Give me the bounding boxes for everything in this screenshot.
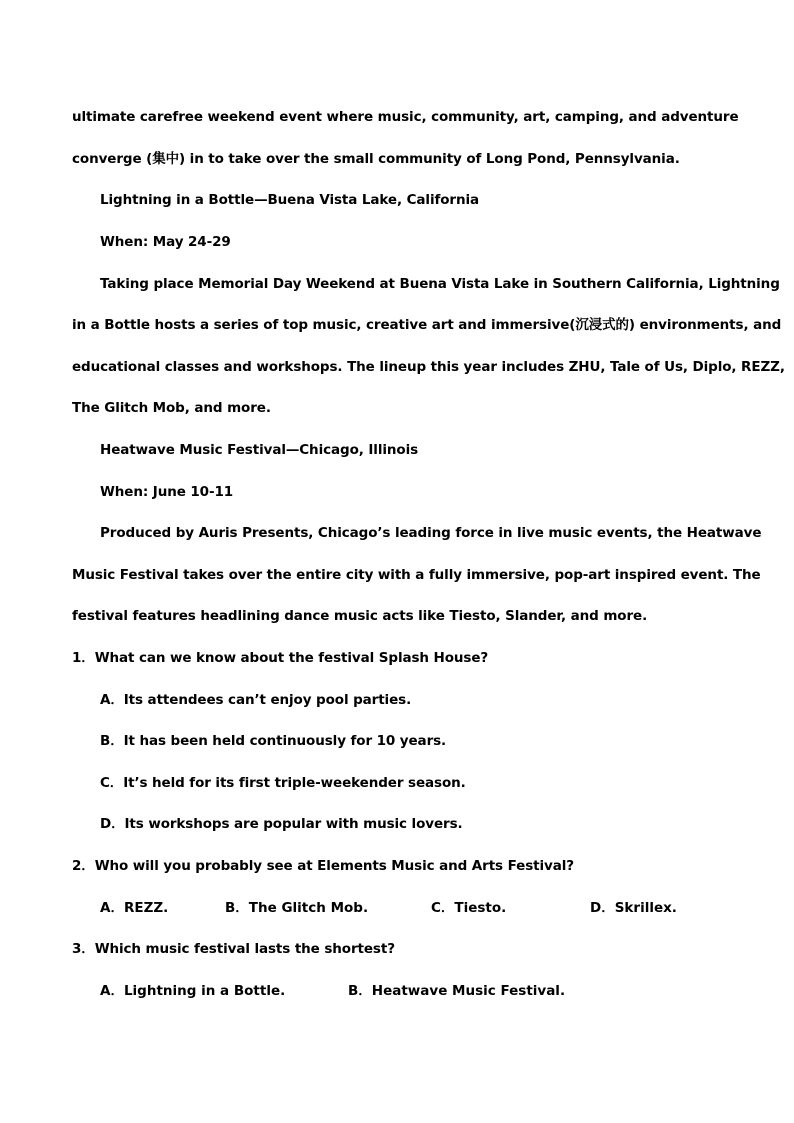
question-stem: 3．Which music festival lasts the shortest? [72, 941, 395, 957]
answer-option: B．The Glitch Mob. [225, 900, 369, 916]
passage-line: educational classes and workshops. The lineup this year includes ZHU, Tale of Us, Diplo, REZZ, [72, 359, 785, 375]
question-stem: 1．What can we know about the festival Splash House? [72, 650, 489, 666]
passage-line: Taking place Memorial Day Weekend at Buena Vista Lake in Southern California, Lightning [100, 276, 780, 292]
answer-option: A．Lightning in a Bottle. [100, 983, 286, 999]
passage-line: in a Bottle hosts a series of top music, creative art and immersive(沉浸式的) environments, and [72, 317, 782, 333]
question-stem: 2．Who will you probably see at Elements Music and Arts Festival? [72, 858, 575, 874]
passage-line: ultimate carefree weekend event where music, community, art, camping, and adventure [72, 109, 739, 125]
answer-option: B．It has been held continuously for 10 years. [100, 733, 447, 749]
festival-dates: When: June 10-11 [100, 484, 234, 500]
answer-option: C．It’s held for its first triple-weekender season. [100, 775, 466, 791]
passage-line: Produced by Auris Presents, Chicago’s leading force in live music events, the Heatwave [100, 525, 762, 541]
passage-line: converge (集中) in to take over the small community of Long Pond, Pennsylvania. [72, 151, 680, 167]
answer-option: B．Heatwave Music Festival. [348, 983, 566, 999]
answer-option: D．Its workshops are popular with music lovers. [100, 816, 463, 832]
answer-option: D．Skrillex. [590, 900, 677, 916]
passage-line: Music Festival takes over the entire city with a fully immersive, pop-art inspired event. The [72, 567, 761, 583]
festival-dates: When: May 24-29 [100, 234, 231, 250]
answer-option: C．Tiesto. [431, 900, 507, 916]
answer-option: A．REZZ. [100, 900, 169, 916]
passage-line: The Glitch Mob, and more. [72, 400, 271, 416]
passage-line: festival features headlining dance music acts like Tiesto, Slander, and more. [72, 608, 648, 624]
festival-heading: Lightning in a Bottle—Buena Vista Lake, California [100, 192, 480, 208]
festival-heading: Heatwave Music Festival—Chicago, Illinois [100, 442, 419, 458]
answer-option: A．Its attendees can’t enjoy pool parties. [100, 692, 412, 708]
